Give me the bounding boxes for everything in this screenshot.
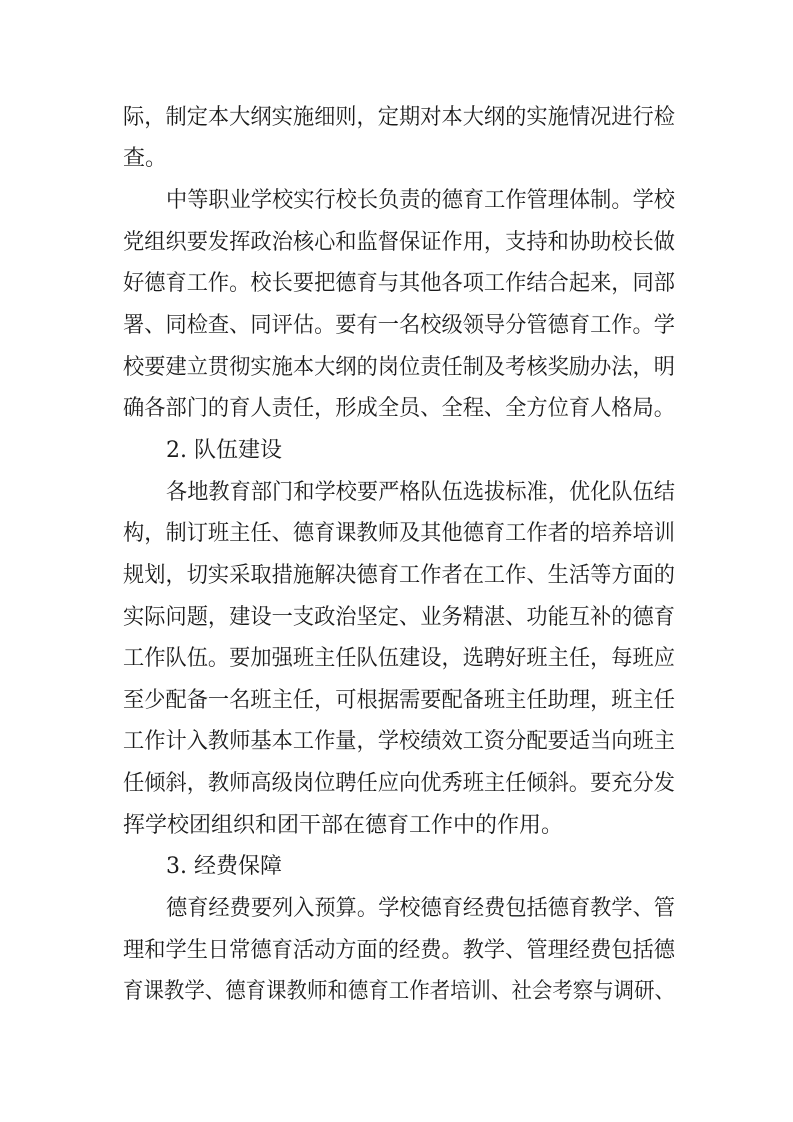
paragraph-start-line: 德育经费要列入预算。学校德育经费包括德育教学、管	[166, 896, 676, 921]
text-line: 署、同检查、同评估。要有一名校级领导分管德育工作。学	[123, 313, 676, 338]
text-line: 实际问题，建设一支政治坚定、业务精湛、功能互补的德育	[123, 605, 676, 630]
paragraph-start-line: 中等职业学校实行校长负责的德育工作管理体制。学校	[166, 188, 676, 213]
text-line: 工作队伍。要加强班主任队伍建设，选聘好班主任，每班应	[123, 646, 676, 671]
text-line: 构，制订班主任、德育课教师及其他德育工作者的培养培训	[123, 521, 676, 546]
text-line: 育课教学、德育课教师和德育工作者培训、社会考察与调研、	[123, 979, 676, 1004]
text-line: 校要建立贯彻实施本大纲的岗位责任制及考核奖励办法，明	[123, 355, 676, 380]
text-line: 际，制定本大纲实施细则，定期对本大纲的实施情况进行检	[123, 105, 676, 130]
text-line: 挥学校团组织和团干部在德育工作中的作用。	[123, 813, 564, 838]
text-line: 好德育工作。校长要把德育与其他各项工作结合起来，同部	[123, 271, 676, 296]
text-line: 确各部门的育人责任，形成全员、全程、全方位育人格局。	[123, 396, 676, 421]
text-line: 至少配备一名班主任，可根据需要配备班主任助理，班主任	[123, 688, 676, 713]
text-line: 党组织要发挥政治核心和监督保证作用，支持和协助校长做	[123, 230, 676, 255]
section-heading: 2. 队伍建设	[166, 438, 282, 463]
text-line: 规划，切实采取措施解决德育工作者在工作、生活等方面的	[123, 563, 676, 588]
text-line: 查。	[123, 146, 168, 171]
text-line: 工作计入教师基本工作量，学校绩效工资分配要适当向班主	[123, 729, 676, 754]
text-line: 任倾斜，教师高级岗位聘任应向优秀班主任倾斜。要充分发	[123, 771, 676, 796]
section-heading: 3. 经费保障	[166, 854, 282, 879]
paragraph-start-line: 各地教育部门和学校要严格队伍选拔标准，优化队伍结	[166, 480, 676, 505]
text-line: 理和学生日常德育活动方面的经费。教学、管理经费包括德	[123, 938, 676, 963]
